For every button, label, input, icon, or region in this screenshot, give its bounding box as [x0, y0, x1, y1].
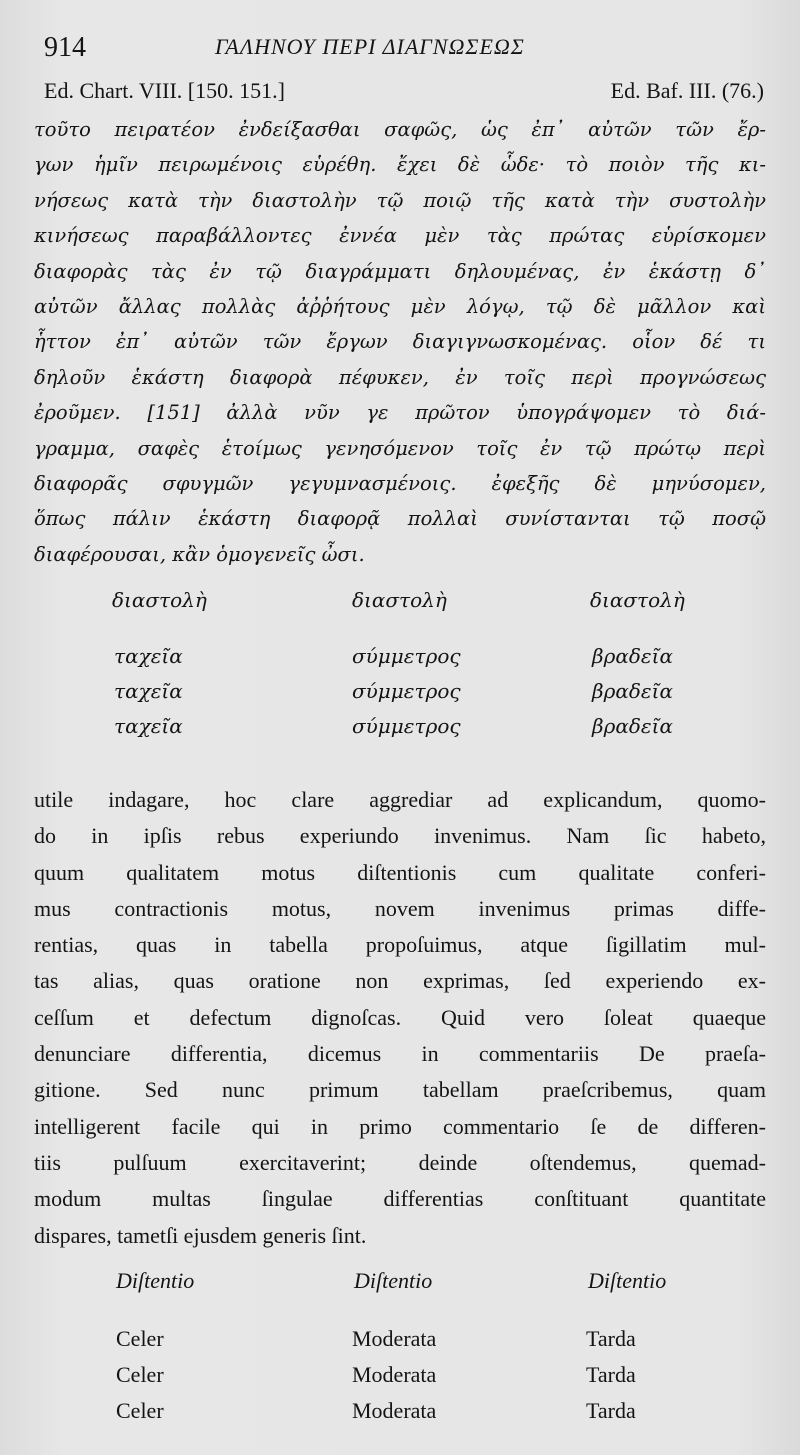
latin-table-cell: Celer: [116, 1398, 164, 1423]
latin-line: tiis pulſuum exercitaverint; deinde oſtendemus, quemad-: [34, 1149, 766, 1175]
page-number: 914: [44, 32, 86, 63]
greek-table-cell: βραδεῖα: [592, 644, 673, 668]
greek-table-header: διαστολὴ: [352, 588, 447, 612]
latin-line: gitione. Sed nunc primum tabellam praeſcribemus, quam: [34, 1077, 766, 1103]
greek-line: τοῦτο πειρατέον ἐνδείξασθαι σαφῶς, ὡς ἐπ᾽ αὐτῶν τῶν ἔρ-: [34, 118, 766, 141]
latin-table-cell: Tarda: [586, 1326, 636, 1351]
latin-table-cell: Celer: [116, 1326, 164, 1351]
latin-line: dispares, tametſi ejusdem generis ſint.: [34, 1222, 367, 1248]
greek-line: γραμμα, σαφὲς ἑτοίμως γενησόμενον τοῖς ἐν τῷ πρώτῳ περὶ: [34, 436, 766, 460]
greek-table-cell: σύμμετρος: [352, 644, 461, 668]
latin-table-header: Diſtentio: [116, 1268, 195, 1293]
greek-table-header: διαστολὴ: [112, 588, 207, 612]
greek-table-cell: ταχεῖα: [114, 714, 183, 738]
latin-table-cell: Tarda: [586, 1362, 636, 1387]
edition-chart-reference: Ed. Chart. VIII. [150. 151.]: [44, 78, 285, 103]
greek-table-header: διαστολὴ: [590, 588, 685, 612]
latin-paragraph: [34, 782, 766, 1254]
greek-line: δηλοῦν ἑκάστη διαφορὰ πέφυκεν, ἐν τοῖς περὶ προγνώσεως: [34, 365, 766, 389]
greek-table-cell: βραδεῖα: [592, 714, 673, 738]
latin-line: rentias, quas in tabella propoſuimus, atque ſigillatim mul-: [34, 932, 766, 958]
latin-table-cell: Celer: [116, 1362, 164, 1387]
latin-line: quum qualitatem motus diſtentionis cum qualitate conferi-: [34, 859, 766, 885]
greek-table-cell: σύμμετρος: [352, 679, 461, 703]
greek-paragraph: [34, 112, 766, 572]
latin-line: do in ipſis rebus experiundo invenimus. Nam ſic habeto,: [34, 823, 766, 849]
edition-basel-reference: Ed. Baf. III. (76.): [610, 78, 764, 103]
greek-line: διαφορᾶς σφυγμῶν γεγυμνασμένοις. ἐφεξῆς δὲ μηνύσομεν,: [34, 472, 766, 496]
running-title: ΓΑΛΗΝΟΥ ΠΕΡΙ ΔΙΑΓΝΩΣΕΩΣ: [215, 34, 525, 59]
latin-table-header: Diſtentio: [354, 1268, 433, 1293]
latin-table-cell: Moderata: [352, 1326, 437, 1351]
greek-table-cell: βραδεῖα: [592, 679, 673, 703]
greek-line: διαφορὰς τὰς ἐν τῷ διαγράμματι δηλουμένας, ἐν ἑκάστῃ δ᾽: [34, 259, 766, 283]
latin-line: mus contractionis motus, novem invenimus primas diffe-: [34, 895, 766, 921]
latin-table-cell: Tarda: [586, 1398, 636, 1423]
latin-line: ceſſum et defectum dignoſcas. Quid vero ſoleat quaeque: [34, 1004, 766, 1030]
greek-line: αὐτῶν ἄλλας πολλὰς ἀῤῥήτους μὲν λόγῳ, τῷ δὲ μᾶλλον καὶ: [34, 295, 766, 319]
greek-table-cell: σύμμετρος: [352, 714, 461, 738]
greek-line: ἐροῦμεν. [151] ἀλλὰ νῦν γε πρῶτον ὑπογράψομεν τὸ διά-: [34, 401, 766, 425]
edition-reference-line: [40, 78, 764, 106]
greek-line: γων ἡμῖν πειρωμένοις εὑρέθη. ἔχει δὲ ὧδε· τὸ ποιὸν τῆς κι-: [34, 153, 766, 177]
greek-line: νήσεως κατὰ τὴν διαστολὴν τῷ ποιῷ τῆς κατὰ τὴν συστολὴν: [34, 188, 766, 212]
latin-line: utile indagare, hoc clare aggrediar ad explicandum, quomo-: [34, 787, 766, 812]
latin-table-header: Diſtentio: [588, 1268, 667, 1293]
latin-table-cell: Moderata: [352, 1362, 437, 1387]
greek-line: ὅπως πάλιν ἑκάστη διαφορᾷ πολλαὶ συνίστανται τῷ ποσῷ: [34, 507, 766, 531]
running-head: [40, 30, 760, 64]
latin-table-cell: Moderata: [352, 1398, 437, 1423]
greek-line: κινήσεως παραβάλλοντες ἐννέα μὲν τὰς πρώτας εὑρίσκομεν: [34, 224, 766, 248]
greek-line: ἧττον ἐπ᾽ αὐτῶν τῶν ἔργων διαγιγνωσκομένας. οἷον δέ τι: [34, 330, 766, 354]
latin-line: tas alias, quas oratione non exprimas, ſed experiendo ex-: [34, 968, 766, 994]
latin-line: denunciare differentia, dicemus in commentariis De praeſa-: [34, 1041, 766, 1067]
latin-line: modum multas ſingulae differentias conſtituant quantitate: [34, 1186, 766, 1212]
latin-line: intelligerent facile qui in primo commentario ſe de differen-: [34, 1113, 766, 1139]
greek-table-cell: ταχεῖα: [114, 679, 183, 703]
greek-table-cell: ταχεῖα: [114, 644, 183, 668]
greek-line: διαφέρουσαι, κἂν ὁμογενεῖς ὦσι.: [34, 542, 365, 566]
